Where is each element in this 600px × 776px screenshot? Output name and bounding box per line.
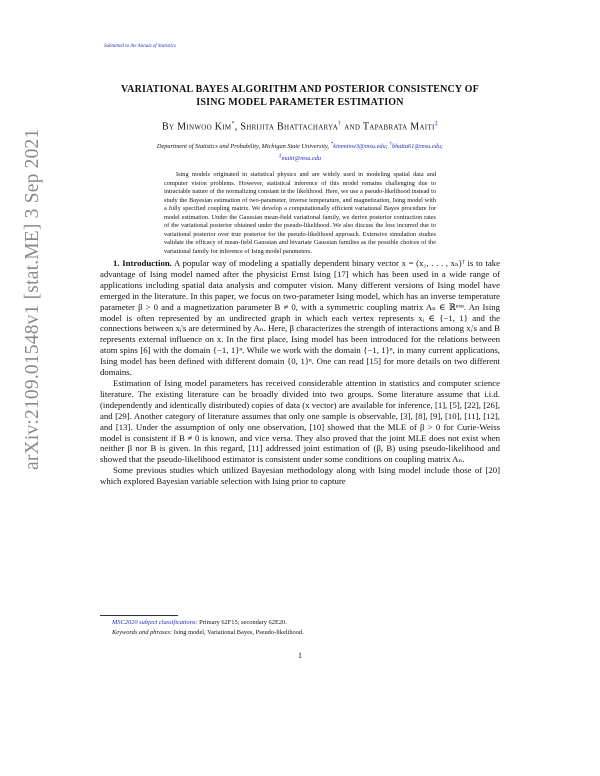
journal-header-note: Submitted to the Annals of Statistics [104, 44, 176, 49]
affiliation-dept: Department of Statistics and Probability, Michigan State University, [156, 143, 329, 151]
author-2-mark: † [338, 121, 342, 127]
author-sep: , [234, 121, 241, 133]
msc-footnote [112, 618, 500, 627]
title-line-1: VARIATIONAL BAYES ALGORITHM AND POSTERIOR CONSISTENCY OF [121, 84, 479, 95]
keywords-footnote [112, 628, 500, 637]
author-and: and [341, 121, 363, 133]
author-1-mark: * [231, 121, 235, 127]
msc-value: Primary 62F15; secondary 62E20. [197, 619, 287, 626]
abstract: Ising models originated in statistical physics and are widely used in modeling spatial data and computer vision problems. However, statistical inference of this model remains challenging due to intractable nature of the normalizing constant in the likelihood. Here, we use a pseudo-likelihood instead to study the Bayesian estimation of two-parameter, inverse temperature, and magnetization, Ising model with a fully specified coupling matrix. We develop a computationally efficient variational Bayes procedure for model estimation. Under the Gaussian mean-field variational family, we derive posterior contraction rates of the variational posterior obtained under the pseudo-likelihood. We also discuss the loss incurred due to variational posterior over true posterior for the pseudo-likelihood approach. Extensive simulation studies validate the efficacy of mean-field Gaussian and bivariate Gaussian families as the possible choices of the variational family for inference of Ising model parameters. [164, 171, 436, 255]
msc-label[interactable]: MSC2020 subject classifications: [112, 619, 198, 626]
author-3: Tapabrata Maiti [362, 121, 435, 133]
author-1: Minwoo Kim [177, 121, 232, 133]
author-by: By [162, 121, 175, 133]
email-2-mark: † [389, 141, 392, 147]
intro-paragraph-3: Some previous studies which utilized Bayesian methodology along with Ising model include those of [20] which explored Bayesian variable selection with Ising prior to capture [100, 465, 500, 487]
author-2: Shrijita Bhattacharya [240, 121, 339, 133]
affiliation: Department of Statistics and Probability, Michigan State University, *kimminw3@msu.edu; †bhatta61@msu.edu; ‡maiti@msu.edu [156, 141, 444, 162]
author-line [100, 121, 500, 132]
intro-paragraph-1 [100, 258, 500, 378]
title-line-2: ISING MODEL PARAMETER ESTIMATION [196, 96, 404, 108]
intro-p1-text: A popular way of modeling a spatially dependent binary vector x = (x₁, . . . , xₙ)ᵀ is to take advantage of Ising model named after the physicist Ernst Ising [17] which has been used in a wide range of applications including spatial data analysis and computer vision. Many different versions of Ising model have emerged in the literature. In this paper, we focus on two-parameter Ising model, which has an inverse temperature parameter β > 0 and a magnetization parameter B ≠ 0, with a symmetric coupling matrix Aₙ ∈ ℝⁿˣⁿ. An Ising model is often represented by an undirected graph in which each vertex represents xᵢ ∈ {−1, 1} and the connections between xᵢ's are determined by Aₙ. Here, β characterizes the strength of interactions among xᵢ's and B represents external influence on x. In the first place, Ising model has been introduced for the relations between atom spins [6] with the domain {−1, 1}ⁿ. While we work with the domain {−1, 1}ⁿ, in many current applications, Ising model has been defined with different domain {0, 1}ⁿ. One can read [15] for more details on two different domains. [100, 258, 500, 378]
intro-paragraph-2: Estimation of Ising model parameters has received considerable attention in statistics and computer science literature. The existing literature can be broadly divided into two groups. Some literature assume that i.i.d. (independently and identically distributed) copies of data (x vector) are available for inference, [1], [5], [22], [26], and [29]. Another category of literature assumes that only one sample is observable, [3], [8], [9], [10], [11], [12], and [13]. Under the assumption of only one observation, [10] showed that the MLE of β > 0 for Curie-Weiss model is consistent if B ≠ 0 is known, and vice versa. They also proved that the joint MLE does not exist when neither β nor B is given. In this regard, [11] addressed joint estimation of (β, B) using pseudo-likelihood and showed that the pseudo-likelihood estimator is consistent under some conditions on coupling matrix Aₙ. [100, 377, 500, 465]
email-3[interactable]: maiti@msu.edu [281, 154, 322, 162]
paper-title [100, 84, 500, 109]
section-heading: 1. Introduction. [113, 258, 172, 268]
email-2[interactable]: bhatta61@msu.edu [391, 143, 441, 151]
keywords-label: Keywords and phrases: [112, 629, 173, 636]
arxiv-identifier: arXiv:2109.01548v1 [stat.ME] 3 Sep 2021 [22, 128, 43, 470]
page-number: 1 [298, 651, 302, 660]
email-3-mark: ‡ [278, 152, 282, 159]
keywords-value: Ising model, Variational Bayes, Pseudo-likelihood. [172, 629, 304, 636]
email-1-mark: * [330, 141, 334, 147]
footnote-divider [100, 615, 178, 616]
email-1[interactable]: kimminw3@msu.edu [333, 143, 386, 151]
author-3-mark: ‡ [434, 121, 438, 127]
main-body [100, 258, 500, 487]
